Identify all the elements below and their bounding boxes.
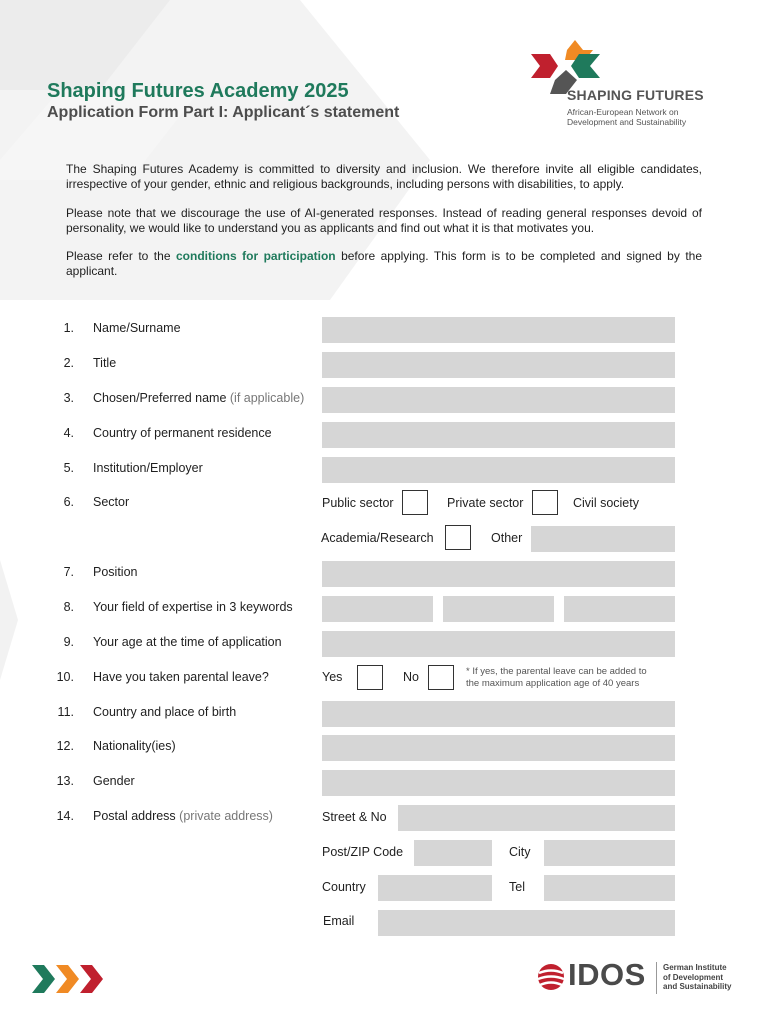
city-input[interactable] bbox=[544, 840, 675, 866]
field-label-institution: Institution/Employer bbox=[93, 461, 203, 475]
expertise-keyword-1-input[interactable] bbox=[322, 596, 433, 622]
field-label-text: Chosen/Preferred name bbox=[93, 391, 227, 405]
field-label-birth: Country and place of birth bbox=[93, 705, 237, 719]
zip-input[interactable] bbox=[414, 840, 492, 866]
gender-input[interactable] bbox=[322, 770, 675, 796]
preferred-name-input[interactable] bbox=[322, 387, 675, 413]
idos-subtitle-line1: German Institute bbox=[663, 963, 727, 972]
field-label-age: Your age at the time of application bbox=[93, 635, 282, 649]
field-number: 9. bbox=[63, 635, 74, 649]
field-number: 8. bbox=[63, 600, 74, 614]
birth-input[interactable] bbox=[322, 701, 675, 727]
nationality-input[interactable] bbox=[322, 735, 675, 761]
field-number: 6. bbox=[63, 495, 74, 509]
sector-academia-checkbox[interactable] bbox=[445, 525, 471, 550]
parental-note-line1: * If yes, the parental leave can be added to bbox=[466, 666, 647, 677]
intro-p3-before: Please refer to the bbox=[66, 249, 176, 263]
field-number: 5. bbox=[63, 461, 74, 475]
field-number: 4. bbox=[63, 426, 74, 440]
sector-civil-label: Civil society bbox=[573, 496, 639, 510]
page-subtitle: Application Form Part I: Applicant´s statement bbox=[47, 104, 400, 121]
parental-note-line2: the maximum application age of 40 years bbox=[466, 678, 640, 689]
field-label-postal-address bbox=[93, 809, 273, 823]
sector-private-checkbox[interactable] bbox=[532, 490, 558, 515]
field-number: 13. bbox=[56, 774, 74, 788]
idos-logo-text: IDOS bbox=[568, 957, 646, 992]
idos-globe-icon bbox=[536, 962, 566, 992]
logo-tagline-line1: African-European Network on bbox=[567, 107, 679, 117]
field-number: 7. bbox=[63, 565, 74, 579]
expertise-keyword-3-input[interactable] bbox=[564, 596, 675, 622]
sector-public-checkbox[interactable] bbox=[402, 490, 428, 515]
intro-paragraph-2: Please note that we discourage the use of AI-generated responses. Instead of reading general responses devoid of personality, we would like to understand you as applicants and find out what it is that motivates you. bbox=[66, 206, 702, 235]
conditions-link[interactable]: conditions for participation bbox=[175, 249, 336, 263]
chevrons-icon bbox=[32, 964, 106, 994]
field-label-text: Postal address bbox=[93, 809, 176, 823]
parental-leave-note bbox=[466, 666, 647, 690]
field-label-title: Title bbox=[93, 356, 117, 370]
logo-star-left bbox=[531, 54, 558, 78]
tel-label: Tel bbox=[509, 880, 525, 894]
field-label-preferred-name bbox=[93, 391, 304, 405]
field-label-residence: Country of permanent residence bbox=[93, 426, 272, 440]
parental-yes-checkbox[interactable] bbox=[357, 665, 383, 690]
title-input[interactable] bbox=[322, 352, 675, 378]
sector-other-input[interactable] bbox=[531, 526, 675, 552]
intro-p3-after: before applying. This form is to be completed and signed by the applicant. bbox=[66, 249, 702, 278]
field-label-name: Name/Surname bbox=[93, 321, 181, 335]
field-hint: (if applicable) bbox=[229, 391, 305, 405]
name-input[interactable] bbox=[322, 317, 675, 343]
field-number: 2. bbox=[63, 356, 74, 370]
age-input[interactable] bbox=[322, 631, 675, 657]
field-label-sector: Sector bbox=[93, 495, 130, 509]
residence-input[interactable] bbox=[322, 422, 675, 448]
city-label: City bbox=[509, 845, 531, 859]
sector-public-label: Public sector bbox=[322, 496, 394, 510]
sector-private-label: Private sector bbox=[447, 496, 524, 510]
field-number: 12. bbox=[56, 739, 74, 753]
position-input[interactable] bbox=[322, 561, 675, 587]
country-label: Country bbox=[322, 880, 366, 894]
idos-subtitle-line3: and Sustainability bbox=[663, 982, 732, 991]
field-label-expertise: Your field of expertise in 3 keywords bbox=[93, 600, 293, 614]
intro-paragraph-3 bbox=[66, 249, 702, 279]
logo-name: SHAPING FUTURES bbox=[567, 87, 704, 103]
field-number: 11. bbox=[57, 705, 74, 719]
parental-yes-label: Yes bbox=[322, 670, 343, 684]
idos-divider bbox=[656, 962, 657, 994]
institution-input[interactable] bbox=[322, 457, 675, 483]
email-label: Email bbox=[323, 914, 355, 928]
field-label-gender: Gender bbox=[93, 774, 135, 788]
street-label: Street & No bbox=[322, 810, 387, 824]
field-label-parental-leave: Have you taken parental leave? bbox=[93, 670, 269, 684]
tel-input[interactable] bbox=[544, 875, 675, 901]
intro-paragraph-1: The Shaping Futures Academy is committed to diversity and inclusion. We therefore invite all eligible candidates, irrespective of your gender, ethnic and religious backgrounds, including persons with disabilities, to apply. bbox=[66, 162, 702, 191]
page-title: Shaping Futures Academy 2025 bbox=[47, 80, 349, 102]
sector-academia-label: Academia/Research bbox=[321, 531, 434, 545]
country-input[interactable] bbox=[378, 875, 492, 901]
field-number: 1. bbox=[63, 321, 74, 335]
field-number: 10. bbox=[56, 670, 74, 684]
field-hint: (private address) bbox=[179, 809, 273, 823]
idos-subtitle bbox=[663, 963, 731, 992]
idos-subtitle-line2: of Development bbox=[663, 972, 724, 982]
zip-label: Post/ZIP Code bbox=[322, 845, 404, 859]
parental-no-checkbox[interactable] bbox=[428, 665, 454, 690]
expertise-keyword-2-input[interactable] bbox=[443, 596, 554, 622]
field-label-position: Position bbox=[93, 565, 138, 579]
email-input[interactable] bbox=[378, 910, 675, 936]
logo-tagline bbox=[567, 107, 686, 127]
sector-other-label: Other bbox=[491, 531, 523, 545]
field-number: 3. bbox=[63, 391, 74, 405]
parental-no-label: No bbox=[403, 670, 419, 684]
field-number: 14. bbox=[56, 809, 74, 823]
field-label-nationality: Nationality(ies) bbox=[93, 739, 176, 753]
street-input[interactable] bbox=[398, 805, 675, 831]
logo-tagline-line2: Development and Sustainability bbox=[567, 117, 687, 127]
